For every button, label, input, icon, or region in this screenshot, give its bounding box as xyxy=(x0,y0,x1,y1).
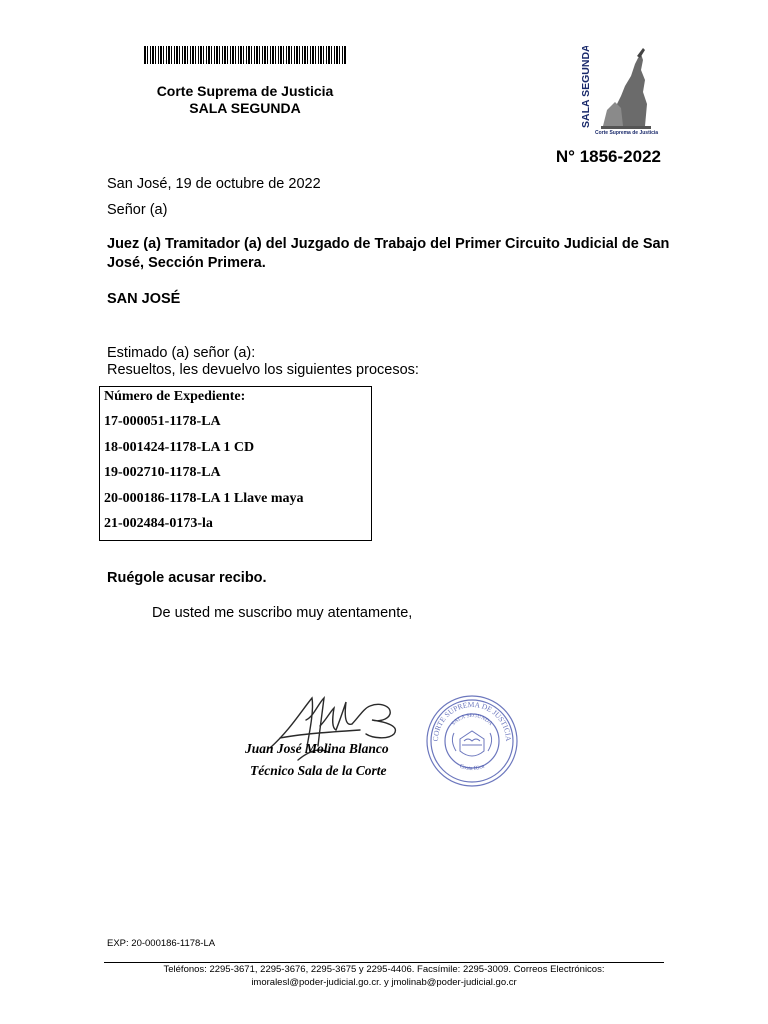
seal-outer-text: CORTE SUPREMA DE JUSTICIA xyxy=(430,699,514,742)
sala-segunda-logo xyxy=(573,46,673,136)
chamber-name: SALA SEGUNDA xyxy=(189,100,301,116)
logo-vertical-text: SALA SEGUNDA xyxy=(580,46,592,128)
seal-inner-text: SALA SEGUNDA xyxy=(450,712,494,727)
footer-emails: imoralesl@poder-judicial.go.cr. y jmolinab@poder-judicial.go.cr xyxy=(251,977,517,988)
seal-bottom-text: Costa Rica xyxy=(458,763,486,773)
request-text: Ruégole acusar recibo. xyxy=(107,570,267,586)
signatory-name: Juan José Molina Blanco xyxy=(245,741,389,756)
court-name: Corte Suprema de Justicia xyxy=(156,83,334,99)
closing-text: De usted me suscribo muy atentamente, xyxy=(152,605,413,621)
svg-text:SALA SEGUNDA xyxy=(451,713,494,727)
signatory-title: Técnico Sala de la Corte xyxy=(250,763,387,778)
greeting: Estimado (a) señor (a): xyxy=(107,345,256,361)
addressee: Juez (a) Tramitador (a) del Juzgado de Trabajo del Primer Circuito Judicial de San José, Sección Primera. xyxy=(107,236,670,271)
case-row: 18-001424-1178-LA 1 CD xyxy=(104,440,255,455)
barcode xyxy=(144,46,346,64)
court-header xyxy=(100,83,390,117)
city: SAN JOSÉ xyxy=(107,291,181,307)
footer-phones: Teléfonos: 2295-3671, 2295-3676, 2295-3675 y 2295-4406. Facsímile: 2295-3009. Correos Electrónicos: xyxy=(163,964,605,975)
footer-contact xyxy=(104,963,664,989)
salutation: Señor (a) xyxy=(107,202,168,218)
case-table xyxy=(99,386,372,541)
case-row: 17-000051-1178-LA xyxy=(104,414,221,429)
svg-text:Costa Rica xyxy=(459,763,486,772)
case-row: 19-002710-1178-LA xyxy=(104,465,221,480)
case-table-header: Número de Expediente: xyxy=(104,389,246,404)
expedient-reference: EXP: 20-000186-1178-LA xyxy=(107,938,216,949)
document-number: N° 1856-2022 xyxy=(555,147,661,166)
logo-caption: Corte Suprema de Justicia xyxy=(595,130,659,136)
date-line: San José, 19 de octubre de 2022 xyxy=(107,176,321,192)
case-row: 21-002484-0173-la xyxy=(104,516,213,531)
official-seal xyxy=(424,693,520,789)
case-row: 20-000186-1178-LA 1 Llave maya xyxy=(104,491,304,506)
intro-text: Resueltos, les devuelvo los siguientes procesos: xyxy=(107,362,419,378)
